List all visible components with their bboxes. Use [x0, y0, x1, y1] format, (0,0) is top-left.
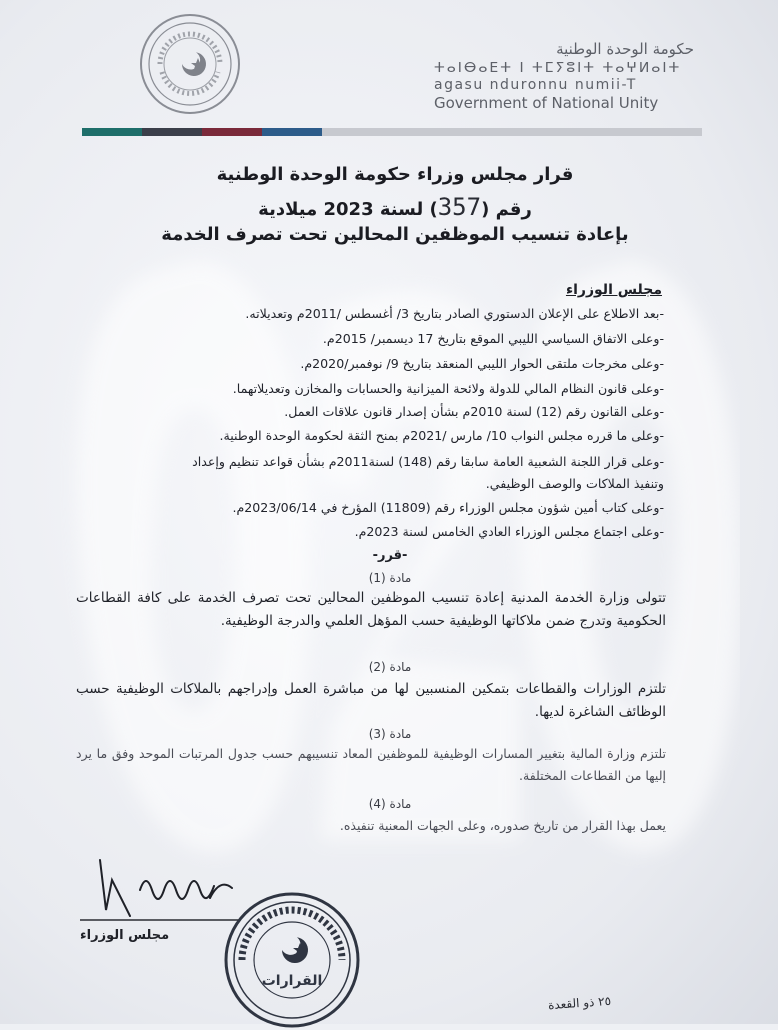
letterhead-english: Government of National Unity [434, 94, 659, 112]
article-heading: مادة (2) [368, 660, 412, 674]
recital-item: -بعد الاطلاع على الإعلان الدستوري الصادر بتاريخ 3/ أغسطس /2011م وتعديلاته. [245, 306, 664, 321]
article-heading: مادة (1) [368, 571, 412, 585]
government-seal-icon [138, 12, 242, 116]
band-segment [262, 128, 322, 136]
decree-number: 357 [437, 193, 482, 221]
recital-item: -وعلى اجتماع مجلس الوزراء العادي الخامس لسنة 2023م. [354, 524, 664, 539]
decree-number-line [140, 193, 650, 221]
decree-title: قرار مجلس وزراء حكومة الوحدة الوطنية [216, 164, 574, 185]
recital-item: -وعلى قرار اللجنة الشعبية العامة سابقا رقم (148) لسنة2011م بشأن قواعد تنظيم وإعداد [192, 454, 664, 469]
handwritten-date-note: ٢٥ ذو القعدة [547, 993, 612, 1013]
recital-item: -وعلى ما قرره مجلس النواب 10/ مارس /2021م بمنح الثقة لحكومة الوحدة الوطنية. [219, 428, 664, 443]
council-heading: مجلس الوزراء [565, 282, 662, 298]
article-heading: مادة (3) [368, 727, 412, 741]
recital-item: -وعلى القانون رقم (12) لسنة 2010م بشأن إصدار قانون علاقات العمل. [284, 404, 664, 419]
stamp-label: القرارات [261, 973, 323, 989]
letterhead-amazigh-latin: agasu nduronnu numii-T [434, 77, 637, 93]
band-segment [142, 128, 202, 136]
band-segment [322, 128, 702, 136]
recital-item: وتنفيذ الملاكات والوصف الوظيفي. [485, 476, 664, 491]
letterhead [434, 40, 694, 112]
article-text: تتولى وزارة الخدمة المدنية إعادة تنسيب الموظفين المحالين تحت تصرف الخدمة على كافة القطاعات الحكومية وتدرج ضمن ملاكاتها الوظيفية حسب المؤهل العلمي والدرجة الوظيفية. [76, 590, 666, 629]
band-segment [202, 128, 262, 136]
recital-item: -وعلى الاتفاق السياسي الليبي الموقع بتاريخ 17 ديسمبر/ 2015م. [322, 331, 664, 346]
decree-year: ) لسنة 2023 ميلادية [258, 199, 438, 220]
letterhead-tifinagh: ⵜⴰⵏⴱⴰⴹⵜ ⵏ ⵜⵎⵢⵓⵏⵜ ⵜⴰⵖⵍⴰⵏⵜ [434, 60, 682, 76]
article-text: يعمل بهذا القرار من تاريخ صدوره، وعلى الجهات المعنية تنفيذه. [339, 818, 666, 833]
article-heading: مادة (4) [368, 797, 412, 811]
recital-item: -وعلى مخرجات ملتقى الحوار الليبي المنعقد بتاريخ 9/ نوفمبر/2020م. [300, 356, 664, 371]
decree-subject: بإعادة تنسيب الموظفين المحالين تحت تصرف الخدمة [161, 224, 629, 245]
article-text: تلتزم وزارة المالية بتغيير المسارات الوظيفية للموظفين المعاد تنسيبهم حسب جدول المرتبات الموحد وفق ما يرد إليها من القطاعات المختلفة. [76, 746, 666, 783]
signature-label: مجلس الوزراء [80, 928, 170, 943]
recital-item: -وعلى قانون النظام المالي للدولة ولائحة الميزانية والحسابات والمخازن وتعديلاتهما. [232, 381, 664, 396]
recital-item: -وعلى كتاب أمين شؤون مجلس الوزراء رقم (11809) المؤرخ في 2023/06/14م. [232, 500, 664, 515]
decree-number-prefix: رقم ( [481, 199, 532, 220]
decisions-stamp-icon [222, 890, 362, 1030]
band-segment [82, 128, 142, 136]
letterhead-arabic: حكومة الوحدة الوطنية [556, 40, 694, 58]
decree-word: -قرر- [372, 548, 408, 563]
article-text: تلتزم الوزارات والقطاعات بتمكين المنسبين لها من مباشرة العمل وإدراجهم بالملاكات الوظيفية حسب الوظائف الشاغرة لديها. [76, 681, 666, 720]
header-color-band [82, 128, 702, 136]
